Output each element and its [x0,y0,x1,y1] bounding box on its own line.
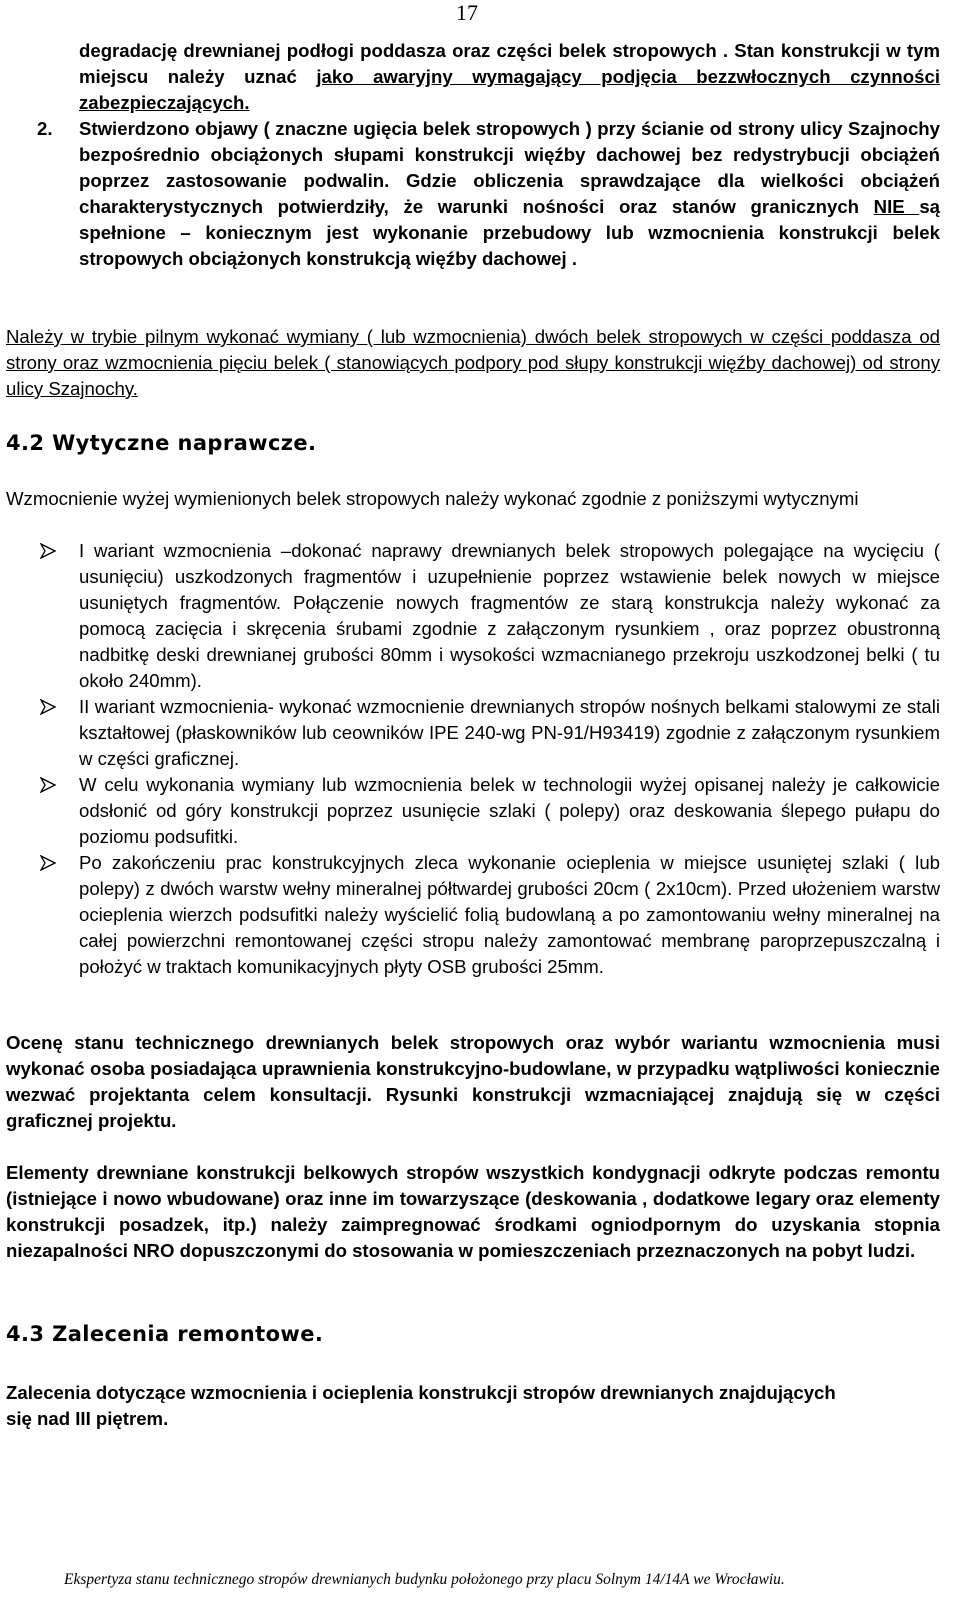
list-item-text: Po zakończeniu prac konstrukcyjnych zleca wykonanie ocieplenia w miejsce usuniętej szlaki ( lub polepy) z dwóch warstw wełny mineralnej półtwardej grubości 20cm ( 2x10cm). Przed ułożeniem warstw ocieplenia wierzch podsufitki należy wyścielić folią budowlaną a po zamontowaniu wełny mineralnej na całej powierzchni remontowanej części stropu należy zamontować membranę paroprzepuszczalną i położyć w traktach komunikacyjnych płyty OSB grubości 25mm. [79,852,940,977]
intro-text: degradację drewnianej podłogi poddasza oraz części belek stropowych . Stan konstrukcji w tym miejscu należy uznać [79,40,940,87]
list-item [40,694,940,772]
list-item-text: I wariant wzmocnienia –dokonać naprawy drewnianych belek stropowych polegające na wycięciu ( usunięciu) uszkodzonych fragmentów i uzupełnienie poprzez wstawienie belek nowych w miejsce usuniętych fragmentów. Połączenie nowych fragmentów ze starą konstrukcja należy wykonać za pomocą zacięcia i skręcenia śrubami zgodnie z załączonym rysunkiem , oraz poprzez obustronną nadbitkę deski drewnianej grubości 80mm i wysokości wzmacnianego przekroju uszkodzonej belki ( tu około 240mm). [79,540,940,691]
recommendations-paragraph: Zalecenia dotyczące wzmocnienia i ocieplenia konstrukcji stropów drewnianych znajdujących się nad III piętrem. [6,1382,836,1429]
guidelines-list [40,538,940,980]
list-item-text: W celu wykonania wymiany lub wzmocnienia belek w technologii wyżej opisanej należy je całkowicie odsłonić od góry konstrukcji poprzez usunięcie szlaki ( polepy) oraz deskowania ślepego pułapu do poziomu podsufitki. [79,774,940,847]
finding-text-continued: są spełnione – koniecznym jest wykonanie przebudowy lub wzmocnienia konstrukcji belek stropowych obciążonych konstrukcją więźby dachowej . [79,196,941,269]
section-heading-4-3: 4.3 Zalecenia remontowe. [6,1322,324,1346]
arrow-bullet-icon [40,777,56,793]
list-item [40,850,940,980]
page-footer: Ekspertyza stanu technicznego stropów drewnianych budynku położonego przy placu Solnym 14/14A we Wrocławiu. [64,1571,785,1588]
list-item [40,772,940,850]
arrow-bullet-icon [40,699,56,715]
finding-nie-emphasis: NIE [873,196,920,217]
intro-underlined-text: jako awaryjny wymagający podjęcia bezzwłocznych czynności zabezpieczających. [79,66,940,113]
page-number: 17 [456,0,478,25]
guidelines-lead: Wzmocnienie wyżej wymienionych belek stropowych należy wykonać zgodnie z poniższymi wytycznymi [6,488,859,509]
intro-paragraph [79,38,940,116]
list-item [40,538,940,694]
arrow-bullet-icon [40,543,56,559]
impregnation-paragraph: Elementy drewniane konstrukcji belkowych stropów wszystkich kondygnacji odkryte podczas remontu (istniejące i nowo wbudowane) oraz inne im towarzyszące (deskowania , dodatkowe legary oraz elementy konstrukcji posadzek, itp.) należy zaimpregnować środkami ogniodpornym do uzyskania stopnia niezapalności NRO dopuszczonymi do stosowania w pomieszczeniach przeznaczonych na pobyt ludzi. [6,1162,940,1261]
finding-text: Stwierdzono objawy ( znaczne ugięcia belek stropowych ) przy ścianie od strony ulicy Szajnochy bezpośrednio obciążonych słupami konstrukcji więźby dachowej bez redystrybucji obciążeń poprzez zastosowanie podwalin. Gdzie obliczenia sprawdzające dla wielkości obciążeń charakterystycznych potwierdziły, że warunki nośności oraz stanów granicznych [79,118,940,217]
section-heading-4-2: 4.2 Wytyczne naprawcze. [6,431,317,455]
arrow-bullet-icon [40,855,56,871]
item-number: 2. [37,118,53,139]
assessment-paragraph: Ocenę stanu technicznego drewnianych belek stropowych oraz wybór wariantu wzmocnienia musi wykonać osoba posiadająca uprawnienia konstrukcyjno-budowlane, w przypadku wątpliwości koniecznie wezwać projektanta celem konsultacji. Rysunki konstrukcji wzmacniającej znajdują się w części graficznej projektu. [6,1032,940,1131]
list-item-text: II wariant wzmocnienia- wykonać wzmocnienie drewnianych stropów nośnych belkami stalowymi ze stali kształtowej (płaskowników lub ceowników IPE 240-wg PN-91/H93419) zgodnie z załączonym rysunkiem w części graficznej. [79,696,940,769]
finding-item-2 [37,116,941,272]
urgent-paragraph: Należy w trybie pilnym wykonać wymiany ( lub wzmocnienia) dwóch belek stropowych w części poddasza od strony oraz wzmocnienia pięciu belek ( stanowiących podpory pod słupy konstrukcji więźby dachowej) od strony ulicy Szajnochy. [6,326,940,399]
